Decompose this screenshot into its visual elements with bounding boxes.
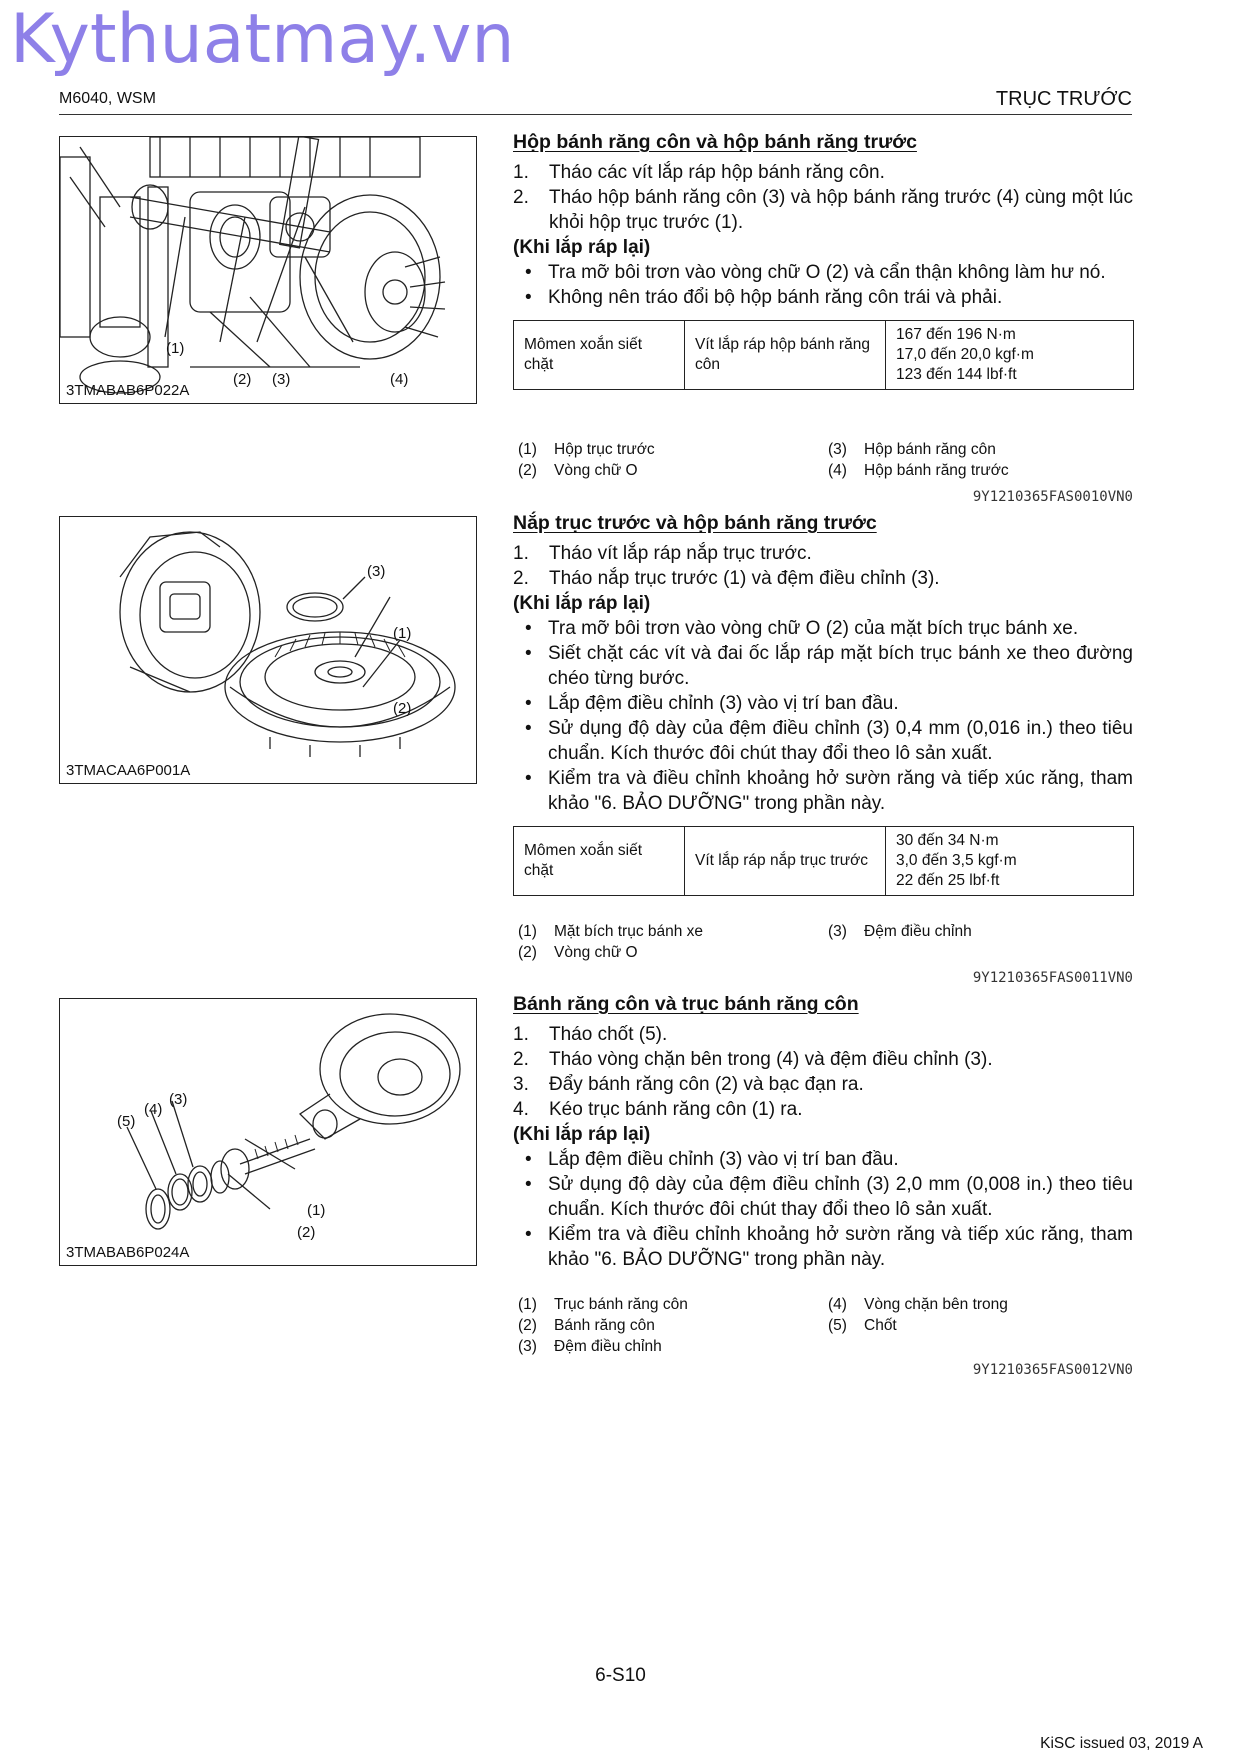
- step-item: 4. Kéo trục bánh răng côn (1) ra.: [513, 1099, 803, 1120]
- issue-note: KiSC issued 03, 2019 A: [1040, 1735, 1203, 1752]
- section-title: Hộp bánh răng côn và hộp bánh răng trước: [513, 131, 917, 153]
- figure-1: [59, 136, 477, 404]
- bullet-item: • Tra mỡ bôi trơn vào vòng chữ O (2) và cẩn thận không làm hư nó.: [525, 262, 1106, 283]
- figure-1-drawing: [60, 137, 476, 403]
- doc-code: 9Y1210365FAS0010VN0: [972, 489, 1133, 505]
- step-item: 1. Tháo chốt (5).: [513, 1024, 668, 1045]
- reassembly-title: (Khi lắp ráp lại): [513, 237, 651, 258]
- step-item: 1. Tháo vít lắp ráp nắp trục trước.: [513, 543, 812, 564]
- torque-item: Vít lắp ráp nắp trục trước: [685, 827, 886, 896]
- reassembly-title: (Khi lắp ráp lại): [513, 1124, 651, 1145]
- section-axle-cover: [513, 512, 1133, 896]
- bullet-item: • Siết chặt các vít và đai ốc lắp ráp mặt bích trục bánh xe theo đường chéo từng bước.: [525, 643, 1133, 689]
- section-bevel-gear-shaft: [513, 993, 1133, 1272]
- bullet-item: • Sử dụng độ dày của đệm điều chỉnh (3) 0,4 mm (0,016 in.) theo tiêu chuẩn. Kích thước đôi chút thay đổi theo lô sản xuất.: [525, 718, 1133, 764]
- figure-3-drawing: [60, 999, 476, 1265]
- legend-left: (1) Mặt bích trục bánh xe (2) Vòng chữ O: [518, 923, 704, 961]
- step-item: 2. Tháo hộp bánh răng côn (3) và hộp bánh răng trước (4) cùng một lúc khỏi hộp trục trước (1).: [513, 187, 1133, 233]
- callout-1: (1): [307, 1202, 326, 1219]
- header-chapter: TRỤC TRƯỚC: [995, 88, 1132, 110]
- callout-1: (1): [393, 625, 412, 642]
- torque-table: [513, 826, 1134, 896]
- bullet-item: • Sử dụng độ dày của đệm điều chỉnh (3) 2,0 mm (0,008 in.) theo tiêu chuẩn. Kích thước đôi chút thay đổi theo lô sản xuất.: [525, 1174, 1133, 1220]
- header-divider: [59, 114, 1132, 115]
- callout-2: (2): [297, 1224, 316, 1241]
- step-item: 1. Tháo các vít lắp ráp hộp bánh răng côn.: [513, 162, 885, 183]
- bullet-item: • Lắp đệm điều chỉnh (3) vào vị trí ban đầu.: [525, 1149, 899, 1170]
- legend-right: (3) Hộp bánh răng côn (4) Hộp bánh răng trước: [828, 441, 1009, 479]
- torque-label: Mômen xoắn siết chặt: [514, 321, 685, 390]
- callout-3: (3): [169, 1091, 188, 1108]
- legend-left: (1) Hộp trục trước (2) Vòng chữ O: [518, 441, 655, 479]
- callout-2: (2): [233, 371, 252, 388]
- callout-1: (1): [166, 340, 185, 357]
- step-item: 3. Đẩy bánh răng côn (2) và bạc đạn ra.: [513, 1074, 864, 1095]
- torque-values: 167 đến 196 N·m 17,0 đến 20,0 kgf·m 123 đến 144 lbf·ft: [886, 321, 1134, 390]
- figure-2: [59, 516, 477, 784]
- callout-5: (5): [117, 1113, 136, 1130]
- legend-left: (1) Trục bánh răng côn (2) Bánh răng côn (3) Đệm điều chỉnh: [518, 1296, 688, 1355]
- step-item: 2. Tháo vòng chặn bên trong (4) và đệm điều chỉnh (3).: [513, 1049, 993, 1070]
- torque-label: Mômen xoắn siết chặt: [514, 827, 685, 896]
- bullet-item: • Lắp đệm điều chỉnh (3) vào vị trí ban đầu.: [525, 693, 899, 714]
- legend-right: (4) Vòng chặn bên trong (5) Chốt: [828, 1296, 1008, 1334]
- figure-2-drawing: [60, 517, 476, 783]
- legend-right: (3) Đệm điều chỉnh: [828, 923, 972, 940]
- watermark-logo: Kythuatmay.vn: [10, 0, 515, 79]
- figure-id: 3TMABAB6P022A: [66, 382, 190, 399]
- section-title: Bánh răng côn và trục bánh răng côn: [513, 993, 859, 1015]
- callout-3: (3): [367, 563, 386, 580]
- bullet-item: • Không nên tráo đổi bộ hộp bánh răng côn trái và phải.: [525, 287, 1003, 308]
- doc-code: 9Y1210365FAS0011VN0: [972, 970, 1133, 986]
- callout-2: (2): [393, 700, 412, 717]
- header-model: M6040, WSM: [59, 90, 156, 107]
- section-bevel-gear-case: [513, 131, 1133, 390]
- figure-id: 3TMABAB6P024A: [66, 1244, 190, 1261]
- section-title: Nắp trục trước và hộp bánh răng trước: [513, 512, 877, 534]
- callout-3: (3): [272, 371, 291, 388]
- bullet-item: • Kiểm tra và điều chỉnh khoảng hở sườn răng và tiếp xúc răng, tham khảo "6. BẢO DƯỠNG" trong phần này.: [525, 1224, 1133, 1270]
- torque-values: 30 đến 34 N·m 3,0 đến 3,5 kgf·m 22 đến 25 lbf·ft: [886, 827, 1134, 896]
- callout-4: (4): [144, 1101, 163, 1118]
- bullet-item: • Tra mỡ bôi trơn vào vòng chữ O (2) của mặt bích trục bánh xe.: [525, 618, 1079, 639]
- torque-item: Vít lắp ráp hộp bánh răng côn: [685, 321, 886, 390]
- reassembly-title: (Khi lắp ráp lại): [513, 593, 651, 614]
- callout-4: (4): [390, 371, 409, 388]
- bullet-item: • Kiểm tra và điều chỉnh khoảng hở sườn răng và tiếp xúc răng, tham khảo "6. BẢO DƯỠNG" trong phần này.: [525, 768, 1133, 814]
- torque-table: [513, 320, 1134, 390]
- figure-id: 3TMACAA6P001A: [66, 762, 191, 779]
- page-number: 6-S10: [595, 1665, 646, 1686]
- doc-code: 9Y1210365FAS0012VN0: [972, 1362, 1133, 1378]
- step-item: 2. Tháo nắp trục trước (1) và đệm điều chỉnh (3).: [513, 568, 940, 589]
- figure-3: [59, 998, 477, 1266]
